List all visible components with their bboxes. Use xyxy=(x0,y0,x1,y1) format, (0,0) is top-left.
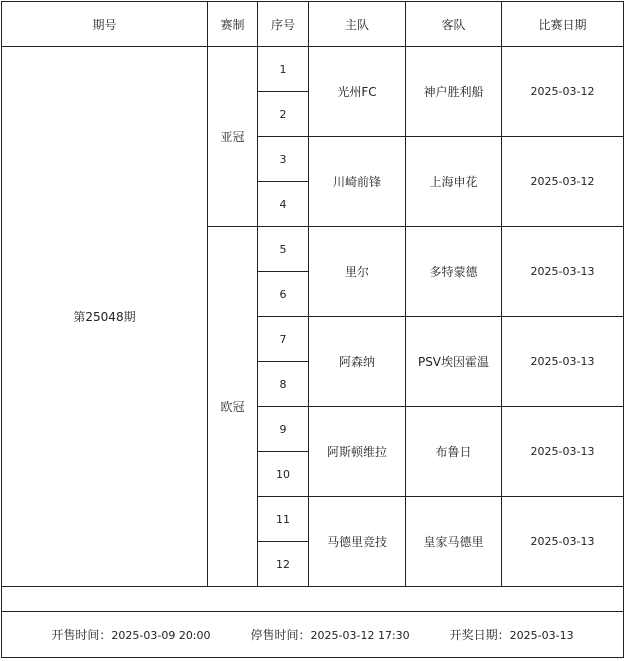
header-away: 客队 xyxy=(406,2,502,47)
home-team: 马德里竞技 xyxy=(309,497,406,587)
match-date: 2025-03-13 xyxy=(502,497,624,587)
match-date: 2025-03-12 xyxy=(502,137,624,227)
format-cell: 亚冠 xyxy=(208,47,258,227)
draw-date xyxy=(450,626,574,643)
schedule-table xyxy=(1,1,624,658)
header-date: 比赛日期 xyxy=(502,2,624,47)
away-team: 皇家马德里 xyxy=(406,497,502,587)
seq-cell: 5 xyxy=(258,227,309,272)
sale-time-value: 2025-03-09 20:00 xyxy=(111,629,211,642)
away-team: 神户胜利船 xyxy=(406,47,502,137)
sale-time-label: 开售时间： xyxy=(51,628,112,642)
seq-cell: 10 xyxy=(258,452,309,497)
table-row xyxy=(2,47,624,92)
seq-cell: 2 xyxy=(258,92,309,137)
stop-time xyxy=(251,626,410,643)
seq-cell: 3 xyxy=(258,137,309,182)
seq-cell: 11 xyxy=(258,497,309,542)
seq-cell: 7 xyxy=(258,317,309,362)
draw-date-label: 开奖日期： xyxy=(449,628,510,642)
away-team: 多特蒙德 xyxy=(406,227,502,317)
issue-cell: 第25048期 xyxy=(2,47,208,587)
home-team: 川崎前锋 xyxy=(309,137,406,227)
home-team: 阿森纳 xyxy=(309,317,406,407)
stop-time-value: 2025-03-12 17:30 xyxy=(310,629,410,642)
spacer-cell xyxy=(2,587,624,612)
format-cell: 欧冠 xyxy=(208,227,258,587)
away-team: 上海申花 xyxy=(406,137,502,227)
header-seq: 序号 xyxy=(258,2,309,47)
spacer-row xyxy=(2,587,624,612)
seq-cell: 12 xyxy=(258,542,309,587)
match-date: 2025-03-13 xyxy=(502,227,624,317)
header-home: 主队 xyxy=(309,2,406,47)
header-issue: 期号 xyxy=(2,2,208,47)
match-date: 2025-03-13 xyxy=(502,317,624,407)
draw-date-value: 2025-03-13 xyxy=(509,629,574,642)
seq-cell: 8 xyxy=(258,362,309,407)
home-team: 阿斯顿维拉 xyxy=(309,407,406,497)
header-row xyxy=(2,2,624,47)
header-format: 赛制 xyxy=(208,2,258,47)
match-date: 2025-03-13 xyxy=(502,407,624,497)
footer-cell xyxy=(2,612,624,658)
seq-cell: 9 xyxy=(258,407,309,452)
sale-time xyxy=(51,626,210,643)
away-team: PSV埃因霍温 xyxy=(406,317,502,407)
stop-time-label: 停售时间： xyxy=(250,628,311,642)
seq-cell: 1 xyxy=(258,47,309,92)
away-team: 布鲁日 xyxy=(406,407,502,497)
seq-cell: 6 xyxy=(258,272,309,317)
seq-cell: 4 xyxy=(258,182,309,227)
match-date: 2025-03-12 xyxy=(502,47,624,137)
footer-info xyxy=(2,626,623,643)
footer-row xyxy=(2,612,624,658)
home-team: 光州FC xyxy=(309,47,406,137)
home-team: 里尔 xyxy=(309,227,406,317)
